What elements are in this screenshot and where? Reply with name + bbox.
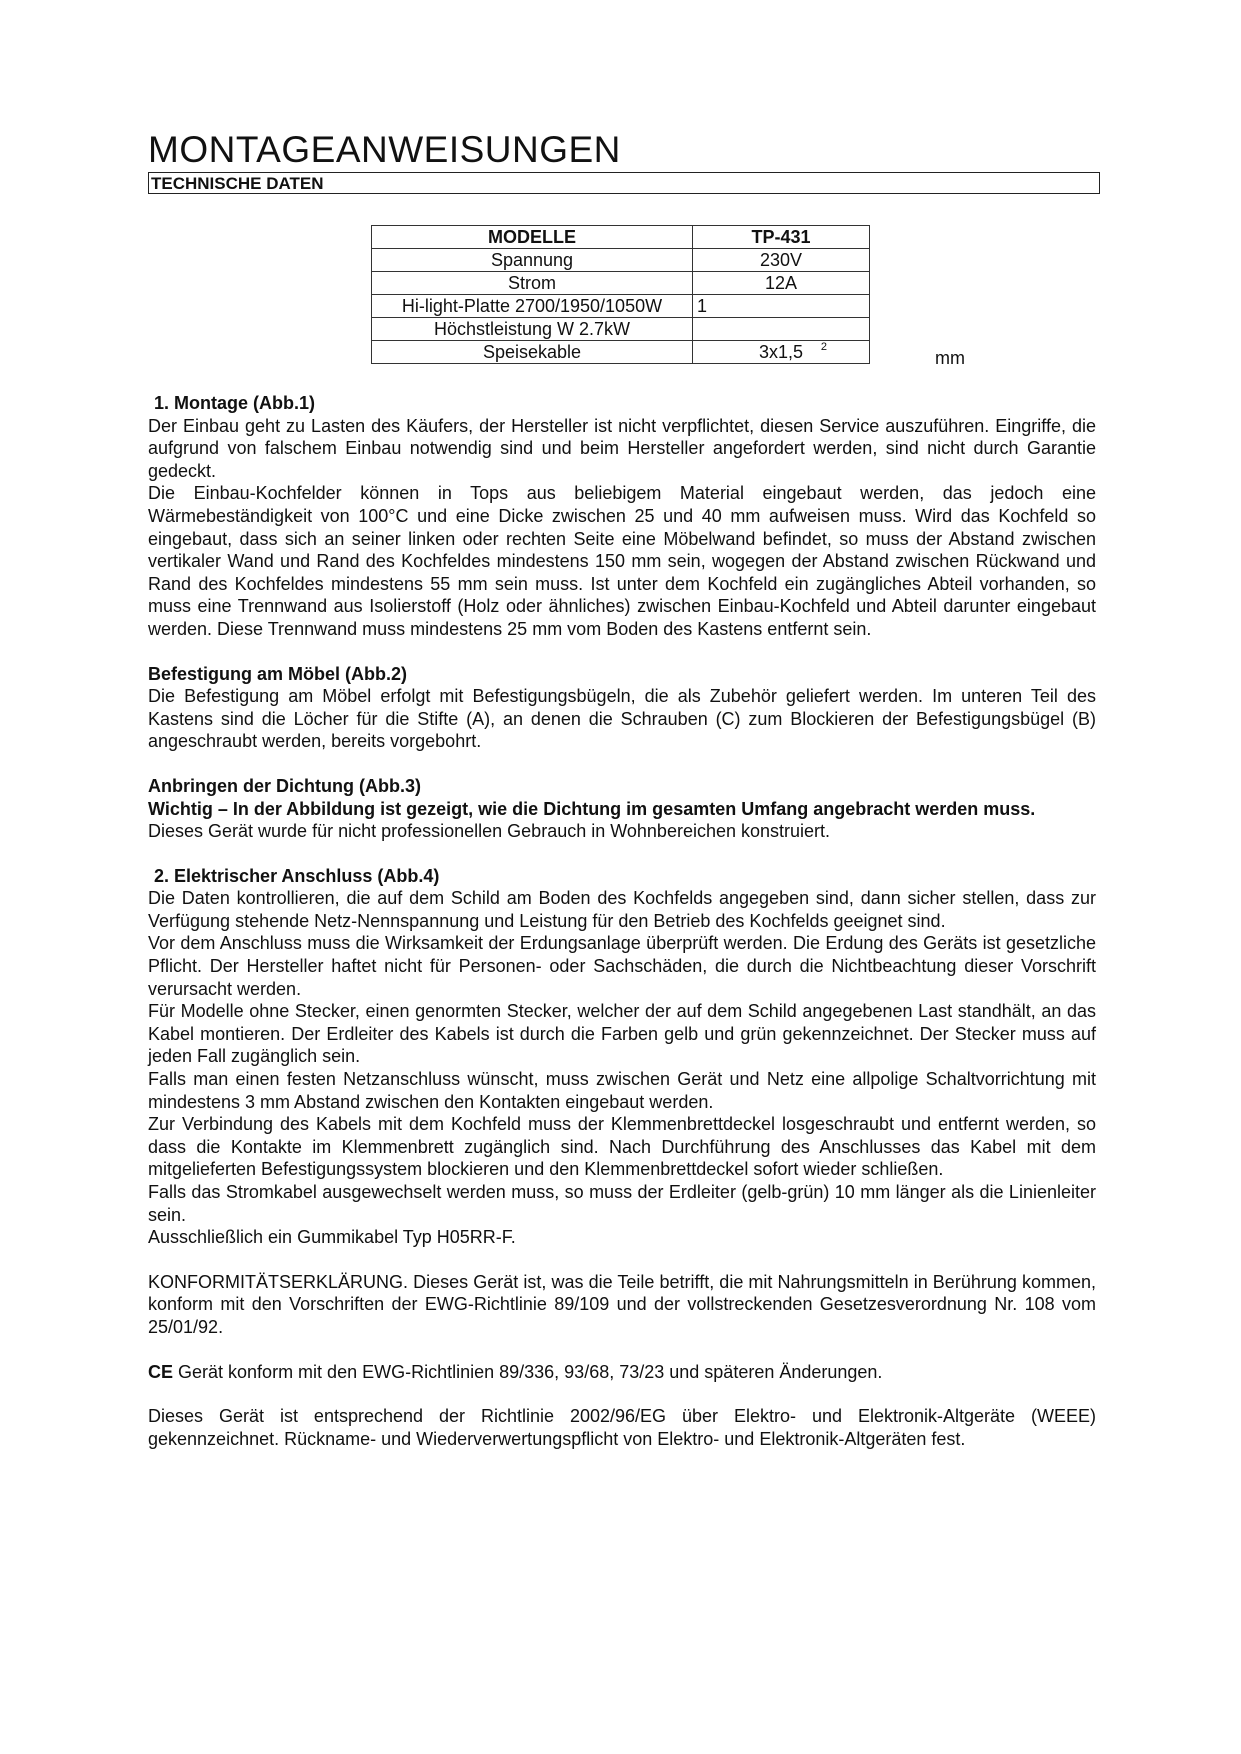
- tech-data-header: TECHNISCHE DATEN: [148, 172, 1100, 194]
- ce-mark: CE: [148, 1361, 174, 1382]
- spec-label: Hi-light-Platte 2700/1950/1050W: [372, 295, 693, 318]
- paragraph: Zur Verbindung des Kabels mit dem Kochfeld muss der Klemmenbrettdeckel losgeschraubt und entfernt werden, so dass die Kontakte im Klemmenbrett zugänglich sind. Nach Durchführung des Anschlusses das Kabel mit dem mitgelieferten Befestigungssystem blockieren und den Klemmenbrettdeckel sofort wieder schließen.: [148, 1114, 1096, 1180]
- section-heading-elektrisch: 2. Elektrischer Anschluss (Abb.4): [154, 865, 440, 886]
- document-body: [148, 392, 1096, 1450]
- table-row: [372, 295, 870, 318]
- paragraph: Der Einbau geht zu Lasten des Käufers, der Hersteller ist nicht verpflichtet, diesen Service auszuführen. Eingriffe, die aufgrund von falschem Einbau notwendig sind und beim Hersteller angefordert werden, sind nicht durch Garantie gedeckt.: [148, 415, 1096, 481]
- spec-label: Speisekable: [372, 341, 693, 364]
- spec-label: Höchstleistung W 2.7kW: [372, 318, 693, 341]
- spec-table: [371, 225, 870, 364]
- spec-label: Spannung: [372, 249, 693, 272]
- spec-value: 1: [693, 295, 870, 318]
- spec-value: [693, 318, 870, 341]
- page-title: MONTAGEANWEISUNGEN: [148, 129, 621, 170]
- conformity-declaration: KONFORMITÄTSERKLÄRUNG. Dieses Gerät ist, was die Teile betrifft, die mit Nahrungsmitteln in Berührung kommen, konform mit den Vorschriften der EWG-Richtlinie 89/109 und der vollstreckenden Gesetzesverordnung Nr. 108 vom 25/01/92.: [148, 1271, 1096, 1337]
- spec-header-label: MODELLE: [372, 226, 693, 249]
- spec-label: Strom: [372, 272, 693, 295]
- warning-text: Wichtig – In der Abbildung ist gezeigt, wie die Dichtung im gesamten Umfang angebracht werden muss.: [148, 798, 1036, 819]
- spec-value: 3x1,5: [758, 341, 804, 362]
- paragraph: Ausschließlich ein Gummikabel Typ H05RR-F.: [148, 1227, 516, 1248]
- spec-table-header: [372, 226, 870, 249]
- section-heading-dichtung: Anbringen der Dichtung (Abb.3): [148, 775, 421, 796]
- table-row: [372, 249, 870, 272]
- spec-unit: mm: [935, 348, 965, 368]
- ce-text: Gerät konform mit den EWG-Richtlinien 89/336, 93/68, 73/23 und späteren Änderungen.: [173, 1361, 883, 1382]
- weee-paragraph: Dieses Gerät ist entsprechend der Richtlinie 2002/96/EG über Elektro- und Elektronik-Altgeräte (WEEE) gekennzeichnet. Rückname- und Wiederverwertungspflicht von Elektro- und Elektronik-Altgeräten fest.: [148, 1406, 1096, 1449]
- table-row: [372, 318, 870, 341]
- table-row: [372, 341, 870, 364]
- spec-value: 12A: [693, 272, 870, 295]
- section-heading-befestigung: Befestigung am Möbel (Abb.2): [148, 663, 408, 684]
- table-row: [372, 272, 870, 295]
- spec-value-cell: [693, 341, 870, 364]
- paragraph: Falls das Stromkabel ausgewechselt werden muss, so muss der Erdleiter (gelb-grün) 10 mm länger als die Linienleiter sein.: [148, 1182, 1096, 1225]
- document-page: [148, 128, 1096, 1449]
- paragraph: Die Einbau-Kochfelder können in Tops aus beliebigem Material eingebaut werden, das jedoch eine Wärmebeständigkeit von 100°C und eine Dicke zwischen 25 und 40 mm aufweisen muss. Wird das Kochfeld so eingebaut, dass sich an seiner linken oder rechten Seite eine Möbelwand befindet, so muss der Abstand zwischen vertikaler Wand und Rand des Kochfeldes mindestens 150 mm sein, wogegen der Abstand zwischen Rückwand und Rand des Kochfeldes mindestens 55 mm sein muss. Ist unter dem Kochfeld ein zugängliches Abteil vorhanden, so muss eine Trennwand aus Isolierstoff (Holz oder ähnliches) zwischen Einbau-Kochfeld und Abteil darunter eingebaut werden. Diese Trennwand muss mindestens 25 mm vom Boden des Kastens entfernt sein.: [148, 483, 1096, 639]
- paragraph: Für Modelle ohne Stecker, einen genormten Stecker, welcher der auf dem Schild angegebenen Last standhält, an das Kabel montieren. Der Erdleiter des Kabels ist durch die Farben gelb und grün gekennzeichnet. Der Stecker muss auf jeden Fall zugänglich sein.: [148, 1001, 1096, 1067]
- paragraph: Vor dem Anschluss muss die Wirksamkeit der Erdungsanlage überprüft werden. Die Erdung des Geräts ist gesetzliche Pflicht. Der Hersteller haftet nicht für Personen- oder Sachschäden, die durch die Nichtbeachtung dieser Vorschrift verursacht werden.: [148, 933, 1096, 999]
- section-heading-montage: 1. Montage (Abb.1): [154, 393, 315, 413]
- spec-value: 230V: [693, 249, 870, 272]
- spec-header-model: TP-431: [693, 226, 870, 249]
- paragraph: Falls man einen festen Netzanschluss wünscht, muss zwischen Gerät und Netz eine allpolige Schaltvorrichtung mit mindestens 3 mm Abstand zwischen den Kontakten eingebaut werden.: [148, 1069, 1096, 1112]
- paragraph: Dieses Gerät wurde für nicht professionellen Gebrauch in Wohnbereichen konstruiert.: [148, 821, 831, 842]
- spec-superscript: 2: [820, 341, 827, 353]
- paragraph: Die Daten kontrollieren, die auf dem Schild am Boden des Kochfelds angegeben sind, dann sicher stellen, dass zur Verfügung stehende Netz-Nennspannung und Leistung für den Betrieb des Kochfelds geeignet sind.: [148, 888, 1096, 931]
- paragraph: Die Befestigung am Möbel erfolgt mit Befestigungsbügeln, die als Zubehör geliefert werden. Im unteren Teil des Kastens sind die Löcher für die Stifte (A), an denen die Schrauben (C) zum Blockieren der Befestigungsbügel (B) angeschraubt werden, bereits vorgebohrt.: [148, 686, 1096, 752]
- ce-paragraph: [148, 1361, 1096, 1384]
